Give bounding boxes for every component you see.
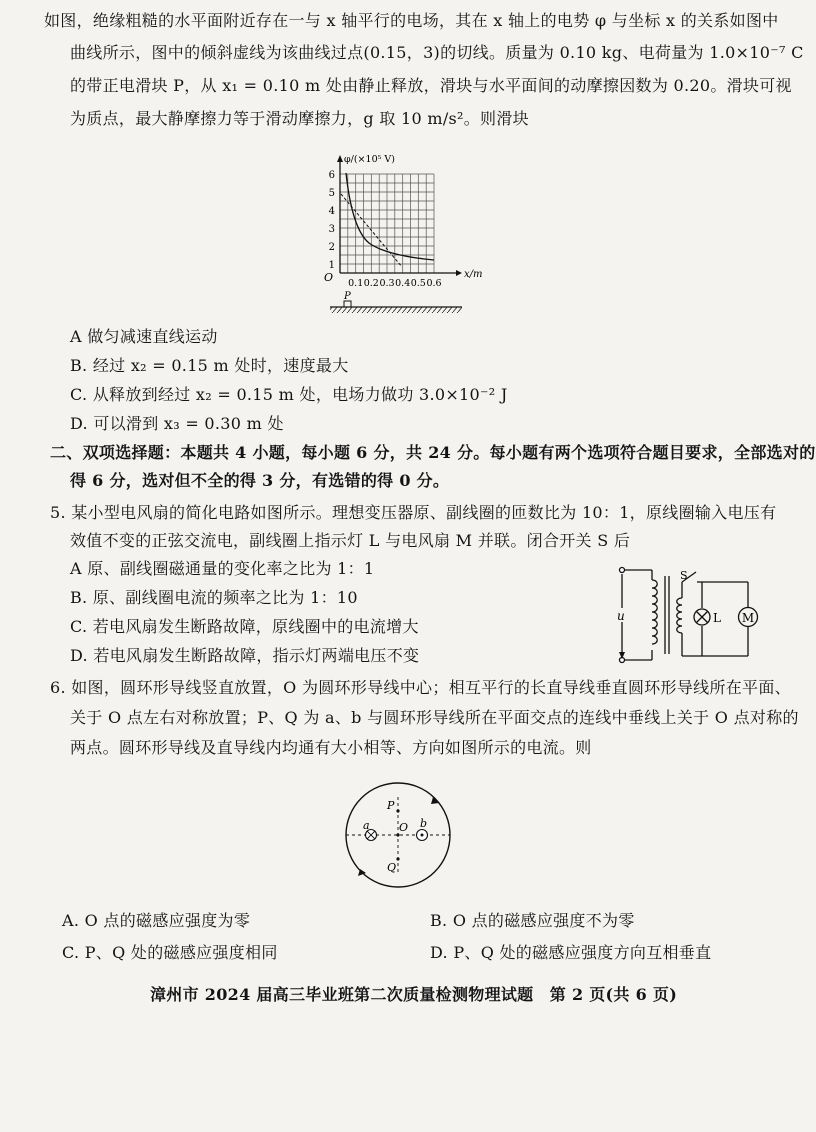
u-label: u	[617, 609, 625, 623]
ring-figure	[338, 777, 458, 897]
section-heading-line-1: 二、双项选择题：本题共 4 小题，每小题 6 分，共 24 分。每小题有两个选项符合题目要求，全部选对的	[50, 443, 816, 462]
p4-option-d: D. 可以滑到 x₃ = 0.30 m 处	[70, 414, 284, 433]
page-footer: 漳州市 2024 届高三毕业班第二次质量检测物理试题 第 2 页(共 6 页)	[150, 985, 678, 1004]
p5-option-b: B. 原、副线圈电流的频率之比为 1：10	[70, 588, 358, 607]
p6-option-c: C. P、Q 处的磁感应强度相同	[62, 943, 278, 962]
label-q: Q	[387, 861, 397, 874]
p5-option-d: D. 若电风扇发生断路故障，指示灯两端电压不变	[70, 646, 420, 665]
block-label: P	[344, 291, 351, 302]
primary-coil	[652, 580, 657, 644]
p4-option-a: A 做匀减速直线运动	[70, 327, 218, 346]
label-b: b	[420, 817, 428, 830]
x-tick: 0.1	[348, 278, 364, 289]
p6-option-b: B. O 点的磁感应强度不为零	[430, 911, 635, 930]
secondary-coil	[677, 598, 682, 633]
x-axis-label: x/m	[464, 269, 483, 280]
label-a: a	[363, 819, 370, 832]
p6-option-d: D. P、Q 处的磁感应强度方向互相垂直	[430, 943, 712, 962]
p6-line-3: 两点。圆环形导线及直导线内均通有大小相等、方向如图所示的电流。则	[70, 738, 592, 757]
p4-line-3: 的带正电滑块 P，从 x₁ = 0.10 m 处由静止释放，滑块与水平面间的动摩擦因数为 0.20。滑块可视	[70, 76, 792, 95]
p4-option-b: B. 经过 x₂ = 0.15 m 处时，速度最大	[70, 356, 349, 375]
motor-label: M	[741, 611, 755, 625]
ground-hatch	[330, 307, 462, 313]
x-tick: 0.6	[426, 278, 442, 289]
y-tick: 6	[328, 170, 335, 181]
origin-label: O	[324, 271, 334, 284]
p5-option-c: C. 若电风扇发生断路故障，原线圈中的电流增大	[70, 617, 419, 636]
label-p: P	[387, 799, 395, 812]
p4-option-c: C. 从释放到经过 x₂ = 0.15 m 处，电场力做功 3.0×10⁻² J	[70, 385, 508, 404]
p4-line-2: 曲线所示，图中的倾斜虚线为该曲线过点(0.15，3)的切线。质量为 0.10 kg、电荷量为 1.0×10⁻⁷ C	[70, 43, 804, 62]
s-label: S	[680, 569, 688, 582]
p4-line-1: 如图，绝缘粗糙的水平面附近存在一与 x 轴平行的电场，其在 x 轴上的电势 φ 与坐标 x 的关系如图中	[44, 11, 779, 30]
phi-curve	[346, 173, 434, 260]
x-tick: 0.5	[410, 278, 426, 289]
p6-line-2: 关于 O 点左右对称放置；P、Q 为 a、b 与圆环形导线所在平面交点的连线中垂线上关于 O 点对称的	[70, 708, 799, 727]
x-tick: 0.3	[379, 278, 395, 289]
x-tick: 0.4	[395, 278, 411, 289]
y-axis-label: φ/(×10⁵ V)	[344, 154, 396, 165]
y-tick: 2	[328, 242, 335, 253]
p6-option-a: A. O 点的磁感应强度为零	[62, 911, 251, 930]
p6-line-1: 6. 如图，圆环形导线竖直放置，O 为圆环形导线中心；相互平行的长直导线垂直圆环形导线所在平面、	[50, 678, 791, 697]
y-tick: 1	[328, 260, 335, 271]
label-o: O	[399, 821, 409, 834]
transformer-circuit	[600, 560, 760, 670]
x-tick: 0.2	[363, 278, 379, 289]
phi-x-graph	[318, 150, 483, 320]
y-tick: 4	[328, 206, 335, 217]
p5-line-1: 5. 某小型电风扇的简化电路如图所示。理想变压器原、副线圈的匝数比为 10：1，原线圈输入电压有	[50, 503, 777, 522]
p4-line-4: 为质点，最大静摩擦力等于滑动摩擦力，g 取 10 m/s²。则滑块	[70, 109, 529, 128]
lamp-label: L	[713, 611, 721, 625]
section-heading-line-2: 得 6 分，选对但不全的得 3 分，有选错的得 0 分。	[70, 471, 450, 490]
p5-option-a: A 原、副线圈磁通量的变化率之比为 1：1	[70, 559, 375, 578]
p5-line-2: 效值不变的正弦交流电，副线圈上指示灯 L 与电风扇 M 并联。闭合开关 S 后	[70, 531, 631, 550]
y-tick: 3	[328, 224, 335, 235]
y-tick: 5	[328, 188, 335, 199]
